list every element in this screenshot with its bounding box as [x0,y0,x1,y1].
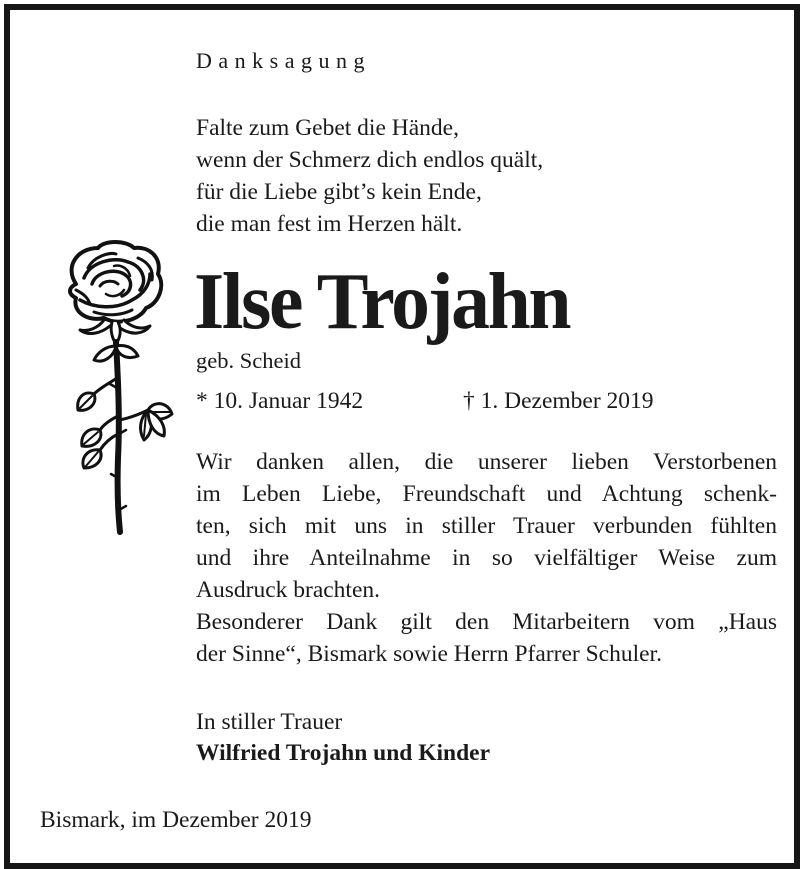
mourning-label: In stiller Trauer [196,709,343,735]
thanks-line: und ihre Anteilnahme in so vielfältiger Weise zum [196,545,777,571]
maiden-name: geb. Scheid [196,348,301,373]
thanks-text [196,446,777,670]
place-date: Bismark, im Dezember 2019 [40,807,312,833]
birth-date: * 10. Januar 1942 [196,388,364,414]
thanks-line: Besonderer Dank gilt den Mitarbeitern vom „Haus [196,609,777,635]
verse-line: die man fest im Herzen hält. [196,211,463,237]
thanks-line: Wir danken allen, die unserer lieben Verstorbenen [196,449,777,475]
thanks-line: ten, sich mit uns in stiller Trauer verbunden fühlten [196,513,777,539]
death-date: † 1. Dezember 2019 [463,388,654,414]
verse-line: für die Liebe gibt’s kein Ende, [196,179,482,205]
thanks-line: Ausdruck brachten. [196,577,381,603]
deceased-name: Ilse Trojahn [194,258,570,346]
thanks-line: der Sinne“, Bismark sowie Herrn Pfarrer Schuler. [196,641,662,667]
notice-heading: Danksagung [196,48,371,73]
verse-line: Falte zum Gebet die Hände, [196,115,459,141]
verse-block [196,112,543,240]
verse-line: wenn der Schmerz dich endlos quält, [196,147,544,173]
thanks-line: im Leben Liebe, Freundschaft und Achtung schenk- [196,481,777,507]
mourners-signature: Wilfried Trojahn und Kinder [196,740,491,766]
rose-icon [54,238,184,538]
notice-frame [4,4,800,869]
